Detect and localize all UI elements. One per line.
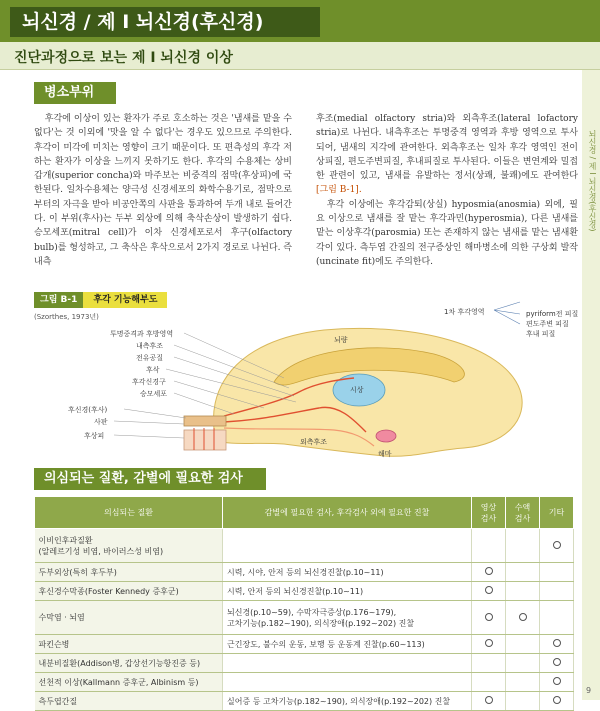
disease-cell: 내분비질환(Addison병, 갑상선기능항진증 등) [35, 654, 223, 673]
figure-label [34, 292, 167, 308]
side-strip-text: 뇌신경 / 제 I 뇌신경(후신경) [588, 130, 597, 232]
csf-mark-cell [506, 563, 540, 582]
exams-cell [223, 654, 472, 673]
table-row [35, 601, 574, 635]
exams-cell: 실어증 등 고차기능(p.182~190), 의식장애(p.192~202) 진찰 [223, 692, 472, 711]
chapter-title: 뇌신경 / 제 I 뇌신경(후신경) [10, 7, 320, 37]
imaging-mark-cell [472, 601, 506, 635]
label-mitral: 승모세포 [140, 390, 168, 398]
paragraph [316, 112, 578, 198]
label-hippocampus: 해마 [378, 450, 392, 458]
table-body [35, 529, 574, 711]
other-mark-cell [540, 563, 574, 582]
paragraph: 후각에 이상이 있는 환자가 주로 호소하는 것은 '냄새를 맡을 수 없다'는 것 이외에 '맛을 알 수 없다'는 경우도 있으므로 주의한다. 후각이 미각에 미치는 영향이 크기 때문이다. 또 편측성의 후각 저하는 환자가 이상을 느끼지 못하기도 한다. 후각의 수용체는 상비갑개(superior concha)와 마주보는 비중격의 점막(후상피)에 국한된다. 일차수용체는 양극성 신경세포의 화학수용기로, 점막으로부터의 자극을 받아 비공안쪽의 사판을 통과하여 두개 내로 들어간다. 이 부위(후사)는 두부 외상에 의해 축삭손상이 발생하기 쉽다. 승모세포(mitral cell)가 이차 신경세포로서 후구(olfactory bulb)를 형성하고, 그 축삭은 후삭으로서 2가지 경로로 나뉜다. 즉 내측 [34, 114, 293, 267]
exams-cell: 시력, 시야, 안저 등의 뇌신경진찰(p.10~11) [223, 563, 472, 582]
label-periamygdaloid: 편도주변 피질 [526, 320, 569, 328]
body-column-left [34, 112, 292, 269]
csf-mark-cell [506, 582, 540, 601]
other-mark-cell [540, 582, 574, 601]
col-header-disease: 의심되는 질환 [35, 497, 223, 529]
label-olfactory-nucleus: 후각신경구 [132, 378, 166, 386]
disease-cell: 측두엽간질 [35, 692, 223, 711]
table-row [35, 563, 574, 582]
table-row [35, 654, 574, 673]
disease-cell: 선천적 이상(Kallmann 증후군, Albinism 등) [35, 673, 223, 692]
imaging-mark-cell [472, 654, 506, 673]
figure-source: (Szorthes, 1973년) [34, 313, 99, 321]
label-septal: 투명중격과 후방영역 [110, 330, 174, 338]
figure-number: 그림 B-1 [34, 292, 83, 308]
label-anterior-perforated: 전유공질 [136, 354, 164, 362]
col-header-other: 기타 [540, 497, 574, 529]
table-row [35, 635, 574, 654]
circle-mark-icon [485, 567, 493, 575]
col-header-imaging: 영상 검사 [472, 497, 506, 529]
circle-mark-icon [553, 658, 561, 666]
disease-cell: 두부외상(특히 후두부) [35, 563, 223, 582]
label-entorhinal: 후내 피질 [526, 330, 556, 338]
csf-mark-cell [506, 654, 540, 673]
exams-cell [223, 529, 472, 563]
table-row [35, 673, 574, 692]
label-lateral-stria: 외측후조 [300, 438, 328, 446]
label-thalamus: 시상 [350, 386, 364, 394]
csf-mark-cell [506, 601, 540, 635]
circle-mark-icon [553, 696, 561, 704]
disease-cell: 파킨슨병 [35, 635, 223, 654]
figure-title: 후각 기능해부도 [83, 292, 167, 308]
col-header-csf: 수액 검사 [506, 497, 540, 529]
label-epithelium: 후상피 [84, 432, 105, 440]
hippocampus-shape [376, 430, 396, 442]
other-mark-cell [540, 601, 574, 635]
circle-mark-icon [553, 639, 561, 647]
disease-cell: 후신경수막종(Foster Kennedy 증후군) [35, 582, 223, 601]
imaging-mark-cell [472, 582, 506, 601]
page-number: 9 [586, 686, 592, 695]
csf-mark-cell [506, 635, 540, 654]
exams-cell [223, 673, 472, 692]
exams-cell: 근긴장도, 불수의 운동, 보행 등 운동계 진찰(p.60~113) [223, 635, 472, 654]
page-subtitle: 진단과정으로 보는 제 I 뇌신경 이상 [14, 50, 233, 66]
label-olfactory-nerve: 후신경(후사) [68, 406, 108, 414]
disease-cell: 수막염 · 뇌염 [35, 601, 223, 635]
figure-reference: [그림 B-1]. [316, 185, 362, 196]
body-column-right [316, 112, 578, 269]
other-mark-cell [540, 692, 574, 711]
circle-mark-icon [553, 541, 561, 549]
table-row [35, 582, 574, 601]
circle-mark-icon [485, 613, 493, 621]
imaging-mark-cell [472, 635, 506, 654]
imaging-mark-cell [472, 563, 506, 582]
col-header-exams: 감별에 필요한 검사, 후각검사 외에 필요한 진찰 [223, 497, 472, 529]
other-mark-cell [540, 635, 574, 654]
label-medial-stria: 내측후조 [136, 342, 164, 350]
disease-cell: 이비인후과질환 (알레르기성 비염, 바이러스성 비염) [35, 529, 223, 563]
table-row [35, 692, 574, 711]
csf-mark-cell [506, 673, 540, 692]
circle-mark-icon [485, 696, 493, 704]
section-title-lesion: 병소부위 [34, 82, 116, 104]
exams-cell: 시력, 안저 등의 뇌신경진찰(p.10~11) [223, 582, 472, 601]
paragraph-text: 후조(medial olfactory stria)와 외측후조(lateral lofactory stria)로 나뉜다. 내측후조는 투명중격 영역과 후방 영역으로 투사되어, 냄새의 지각에 관여한다. 외측후조는 일차 후각 영역인 전이상피질, 편도주변피질, 후내피질로 투사된다. 이들은 변연계와 밀접한 관련이 있고, 냄새를 유발하는 정서(상쾌, 불쾌)에도 관여한다 [316, 114, 578, 182]
label-olfactory-tract: 후삭 [146, 366, 160, 374]
label-piriform: pyriform전 피질 [526, 310, 579, 318]
imaging-mark-cell [472, 692, 506, 711]
exams-cell: 뇌신경(p.10~59), 수막자극증상(p.176~179), 고차기능(p.182~190), 의식장애(p.192~202) 진찰 [223, 601, 472, 635]
csf-mark-cell [506, 529, 540, 563]
imaging-mark-cell [472, 529, 506, 563]
circle-mark-icon [553, 677, 561, 685]
circle-mark-icon [519, 613, 527, 621]
csf-mark-cell [506, 692, 540, 711]
other-mark-cell [540, 654, 574, 673]
circle-mark-icon [485, 586, 493, 594]
imaging-mark-cell [472, 673, 506, 692]
label-corpus-callosum: 뇌량 [334, 336, 348, 344]
differential-table [34, 496, 574, 711]
other-mark-cell [540, 529, 574, 563]
paragraph: 후각 이상에는 후각감퇴(상실) hyposmia(anosmia) 외에, 필요 이상으로 냄새를 잘 맡는 후각과민(hyperosmia), 다른 냄새를 맡는 이상후각(parosmia) 또는 존재하지 않는 냄새를 맡는 냄새환각이 있다. 측두엽 간질의 전구증상인 해마병소에 의한 구상회 발작(uncinate fit)에도 주의한다. [316, 199, 578, 267]
circle-mark-icon [485, 639, 493, 647]
section-title-diseases: 의심되는 질환, 감별에 필요한 검사 [34, 468, 266, 490]
table-header-row [35, 497, 574, 529]
cribriform-plate-shape [184, 416, 226, 426]
label-cribriform: 사판 [94, 418, 108, 426]
table-row [35, 529, 574, 563]
label-primary-area: 1차 후각영역 [444, 308, 485, 316]
other-mark-cell [540, 673, 574, 692]
olfactory-epithelium-shape [184, 430, 226, 450]
